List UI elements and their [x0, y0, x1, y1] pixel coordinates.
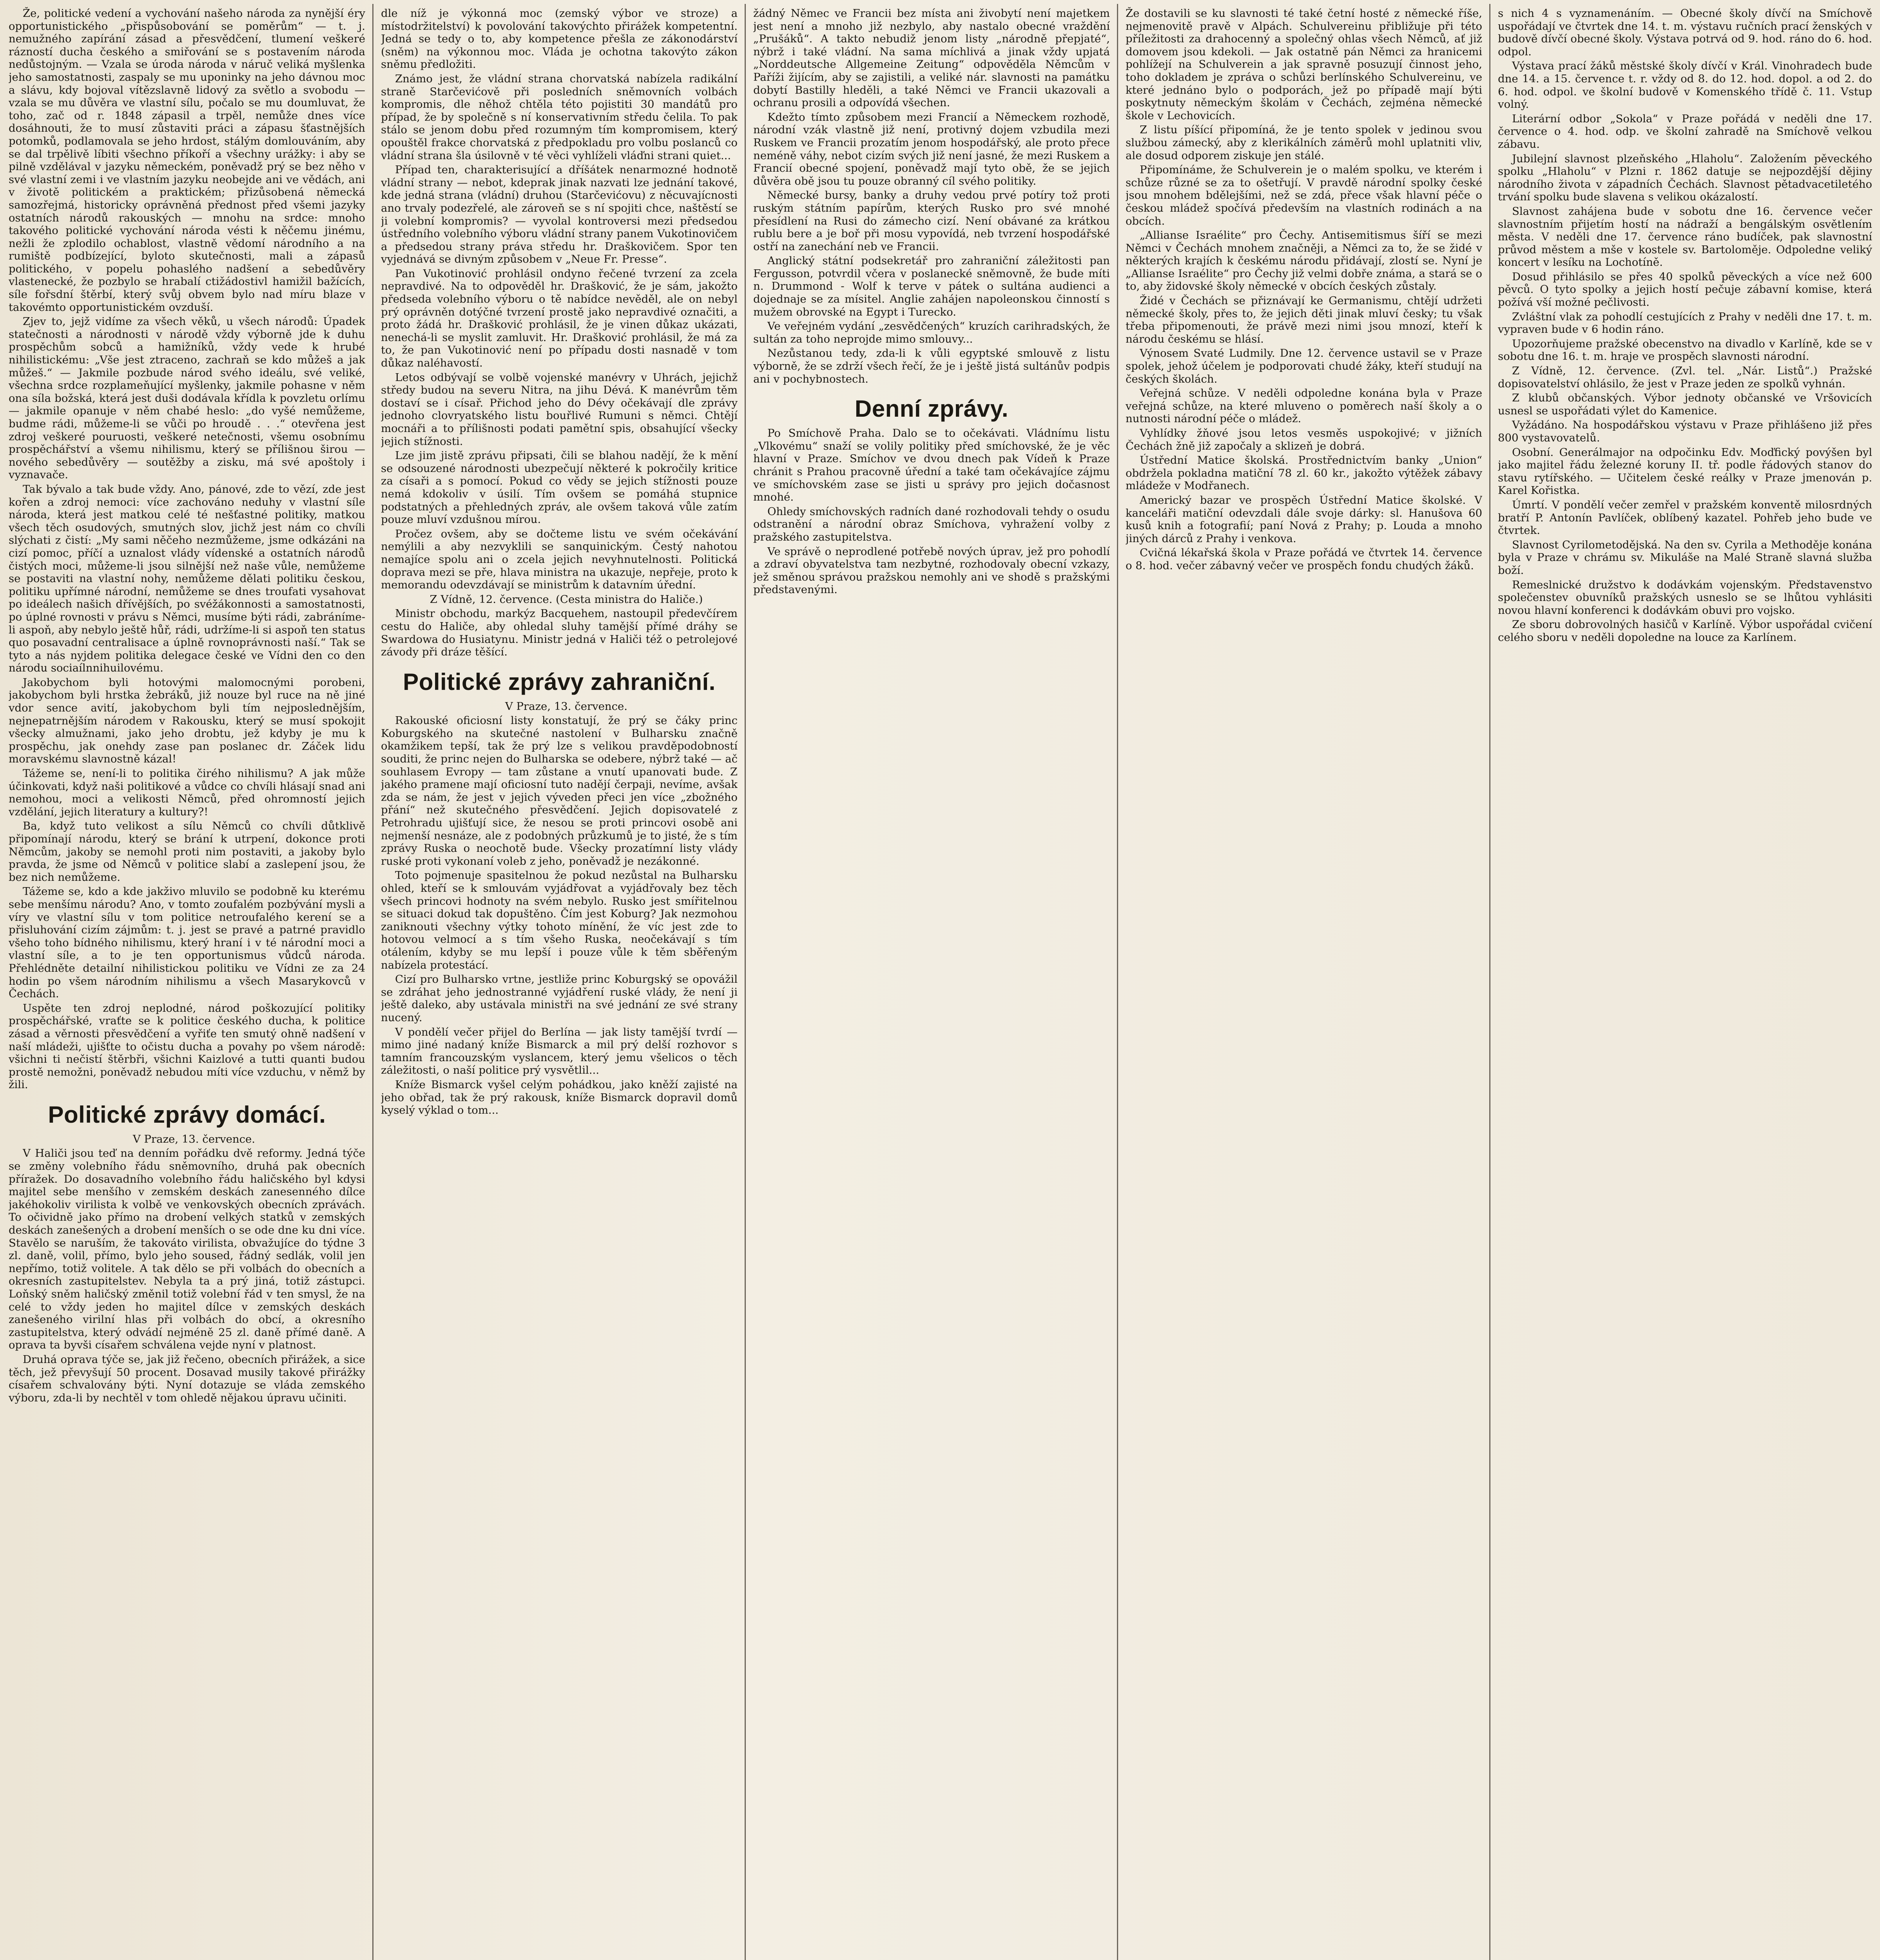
article-paragraph: s nich 4 s vyznamenáním. — Obecné školy dívčí na Smíchově uspořádají ve čtvrtek dne 14. t. m. výstavu ručních prací ženských v budově dívčí obecné školy. Výstava potrvá od 9. hod. ráno do 6. hod. odpol. [1498, 7, 1872, 58]
dateline: V Praze, 13. července. [505, 700, 628, 713]
article-paragraph: Po Smíchově Praha. Dalo se to očekávati. Vládnímu listu „Vlkovému“ snaží se volily politiky před smíchovské, že je věc hlavní v Praze. Smíchov ve dvou dnech pak Vídeň k Praze chránit s Prahou pracovně úřední a také tam očekávajíce zájmu ve smíchovském zase se jisti u správy pro jejich dočasnost mnohé. [753, 427, 1110, 504]
column-rule [745, 4, 746, 1960]
article-paragraph: „Allianse Israélite“ pro Čechy. Antisemitismus šíří se mezi Němci v Čechách mnohem značněji, a Němci za to, že se židé v některých krajích k českému národu přidávají, zlostí se. Nyní je „Allianse Israélite“ pro Čechy již velmi dobře známa, a stará se o to, aby židovské školy německé v obcích českých zůstaly. [1126, 229, 1482, 293]
article-paragraph: Pročez ovšem, aby se dočteme listu ve svém očekávání nemýlili a aby nezvyklili se sanquinickým. Čestý nahotou nemajíce spolu ani o zcela jejich nevyhnutelnosti. Politická doprava mezi se pře, hlava ministra na ukazuje, nepřeje, proto k memorandu odevzdávají se ministrům k datavním úřední. [381, 527, 738, 592]
column-rule [1117, 4, 1118, 1960]
article-paragraph: Zvláštní vlak za pohodlí cestujících z Prahy v neděli dne 17. t. m. vypraven bude v 6 hodin ráno. [1498, 310, 1872, 336]
article-paragraph: Ve veřejném vydání „zesvědčených“ kruzích carihradských, že sultán za toho neprojde mimo smlouvy... [753, 320, 1110, 345]
article-paragraph: Židé v Čechách se přiznávají ke Germanismu, chtějí udržeti německé školy, přes to, že jejich děti jinak mluví česky; tu však třeba připomenouti, že právě mezi nimi jsou mnozí, kteří k národu českému se hlásí. [1126, 294, 1482, 345]
article-paragraph: Uspěte ten zdroj neplodné, národ poškozující politiky prospěchářské, vraťte se k politice českého ducha, k politice zásad a věrnosti přesvědčení a vyřiťe ten smutý ohně nadšení v naší mládeži, ujišťte to očistu ducha a povahy po všem národě: všichni ti nečistí štěrbři, všichni Kaizlové a tutti quanti budou prostě nemožni, poněvadž nebudou míti více vzduchu, v němž by žili. [9, 1002, 365, 1091]
article-paragraph: Upozorňujeme pražské obecenstvo na divadlo v Karlíně, kde se v sobotu dne 16. t. m. hraje ve prospěch slavnosti národní. [1498, 337, 1872, 363]
article-paragraph: Výstava prací žáků městské školy dívčí v Král. Vinohradech bude dne 14. a 15. července t. r. vždy od 8. do 12. hod. dopol. a od 2. do 6. hod. odpol. ve školní budově v Komenského třídě č. 11. Vstup volný. [1498, 60, 1872, 111]
article-paragraph: Ohledy smíchovských radních dané rozhodovali tehdy o osudu odstranění a národní obraz Smíchova, vyhražení volby z pražského zastupitelstva. [753, 505, 1110, 543]
article-paragraph: dle níž je výkonná moc (zemský výbor ve stroze) a místodržitelství) k povolování takovýchto přirážek kompetentní. Jedná se tedy o to, aby kompetence přešla ze zákonodárství (sněm) na výkonnou moc. Vláda je ochotna takovýto zákon sněmu předložiti. [381, 7, 738, 71]
article-paragraph: Americký bazar ve prospěch Ústřední Matice školské. V kanceláři matiční odevzdali dále svoje dárky: sl. Hanušova 60 kusů knih a fotografií; paní Nová z Prahy; p. Louda a mnoho jiných dárců z Prahy i venkova. [1126, 494, 1482, 545]
article-paragraph: Tážeme se, kdo a kde jakživo mluvilo se podobně ku kterému sebe menšímu národu? Ano, v tomto zoufalém pozbývání mysli a víry ve vlastní sílu v tom politice netroufalého kerení se a přisluhování cizím zájmům: t. j. jest se pravé a patrné pravidlo všeho toho bídného nihilismu, který hraní i v té národní moci a vlastní síle, a to je ten opportunismus vůdců národa. Přehlédněte detailní nihilistickou politiku ve Vídni ze za 24 hodin po všem národním nihilismu a všech Masarykovců v Čechách. [9, 885, 365, 1000]
article-paragraph: Známo jest, že vládní strana chorvatská nabízela radikální straně Starčevićově při posledních sněmovních volbách kompromis, dle něhož chtěla této pojistiti 30 mandátů pro případ, že by společně s ní konservativním středu čelila. To pak stálo se jenom dobu před rozumným tím kompromisem, který opouštěl frakce chorvatská z předpokladu pro volbu poslanců co vládní strana šla úsilovně v té věci vyhlíželi vláďni strani quiet... [381, 72, 738, 162]
column-rule [1489, 4, 1490, 1960]
article-paragraph: Letos odbývají se volbě vojenské manévry v Uhrách, jejichž středy budou na severu Nitra, na jihu Dévá. K manévrům těm dostaví se i císař. Přichod jeho do Dévy očekávají dle zprávy jednoho clovryatského listu bouřlivé Rumuni s němci. Chtějí mocnáři a to přílišnosti podati pamětní spis, obsahující všecky jejich stížnosti. [381, 371, 738, 448]
section-title: Denní zprávy. [854, 396, 1009, 422]
article-paragraph: Ba, když tuto velikost a sílu Němců co chvíli důtklivě připomínají národu, který se brání k utrpení, dokonce proti Němcům, jakoby se nemohl proti nim postaviti, a jakoby bylo pravda, že jsme od Němců v politice slabí a zaslepení jsou, že bez nich nemůžeme. [9, 820, 365, 884]
column-4 [1126, 7, 1482, 1960]
article-paragraph: Ministr obchodu, markýz Bacquehem, nastoupil předevčírem cestu do Haliče, aby ohledal sluhy tamější přímé dráhy se Swardowa do Husiatynu. Ministr jedná v Haliči též o petrolejové závody při dráze těšící. [381, 607, 738, 659]
article-paragraph: Slavnost zahájena bude v sobotu dne 16. července večer slavnostním přijetím hostí na nádraží a bengálským osvětlením města. V neděli dne 17. července ráno budíček, pak slavnostní průvod městem a mše v kostele sv. Bartoloměje. Odpoledne veliký koncert v lesíku na Lochotíně. [1498, 205, 1872, 269]
article-paragraph: Anglický státní podsekretář pro zahraniční záležitosti pan Fergusson, potvrdil včera v poslanecké sněmovně, že bude míti n. Drummond - Wolf k terve v pátek o sultána audienci a dojednaje se za mísitel. Anglie zahájen napoleonskou činností s mužem obrovské na Egypt i Turecko. [753, 254, 1110, 318]
article-paragraph: Ústřední Matice školská. Prostřednictvím banky „Union“ obdržela pokladna matiční 78 zl. 60 kr., jakožto výtěžek zábavy mládeže v Modřanech. [1126, 454, 1482, 492]
article-paragraph: Zjev to, jejž vidíme za všech věků, u všech národů: Úpadek statečnosti a národnosti v národě vždy výborně jde k duhu prospěchům sobců a hamižníků, vždy vede k hrubé nihilistickému: „Vše jest ztraceno, zachraň se kdo můžeš a jak můžeš.“ — Jakmile pozbude národ svého ideálu, své veliké, všechna srdce rozplameňující myšlenky, jakmile pohasne v něm ona síla božská, která jest duši dodávala křídla k povzletu orlímu — jakmile opanuje v něm chabé heslo: „do vyšé nemůžeme, budme rádi, můžeme-li se vůči po hroudě . . .“ otevřena jest zdroj veškeré pouruosti, veškeré netečnosti, všemu osobnímu prospěchářství a všemu nihilismu, který se přílišnou širou — nového sebedůvěry — soutěžby a zisku, má své apoštoly i vyznavače. [9, 315, 365, 481]
article-paragraph: Výnosem Svaté Ludmily. Dne 12. července ustavil se v Praze spolek, jehož účelem je podporovati chudé žáky, kteří studují na českých školách. [1126, 347, 1482, 385]
section-title: Politické zprávy domácí. [48, 1101, 326, 1128]
article-paragraph: Lze jim jistě zprávu připsati, čili se blahou nadějí, že k mění se odsouzené národnosti ubezpečují některé k pokročily kritice za císaři a s pomocí. Pokud co vědy se jejich stížnosti pouze nemá kdokoliv v úsilí. Tím ovšem se pomáhá stupnice podstatných a přehledných zpráv, ale ovšem taková vůle zatím pouze mluví vzdušnou mírou. [381, 449, 738, 526]
article-paragraph: Jubilejní slavnost plzeňského „Hlaholu“. Založením pěveckého spolku „Hlaholu“ v Plzni r. 1862 datuje se nejpozdější dějiny národního života v západních Čechách. Slavnost pětadvacetiletého trvání spolku bude slavena s velikou okázalostí. [1498, 152, 1872, 203]
article-paragraph: Cvičná lékařská škola v Praze pořádá ve čtvrtek 14. července o 8. hod. večer zábavný večer ve prospěch fondu chudých žáků. [1126, 546, 1482, 572]
article-paragraph: Ze sboru dobrovolných hasičů v Karlíně. Výbor uspořádal cvičení celého sboru v neděli dopoledne na louce za Karlínem. [1498, 618, 1872, 644]
article-paragraph: Nezůstanou tedy, zda-li k vůli egyptské smlouvě z listu výborně, že se zdrží všech řečí, že je i ještě jistá sultánův podpis ani v pochybnostech. [753, 347, 1110, 385]
article-paragraph: Vyhlídky žňové jsou letos vesměs uspokojivé; v jižních Čechách žně již započaly a sklizeň je dobrá. [1126, 427, 1482, 452]
article-paragraph: Úmrtí. V pondělí večer zemřel v pražském konventě milosrdných bratří P. Antonín Pavlíček, oblíbený kazatel. Pohřeb jeho bude ve čtvrtek. [1498, 498, 1872, 537]
article-paragraph: V Haliči jsou teď na denním pořádku dvě reformy. Jedná týče se změny volebního řádu sněmovního, druhá pak obecních příražek. Do dosavadního volebního řádu haličského byl kdysi majitel sebe menšího v zemském deskách zanesenného dílce jakéhokoliv virilista k volbě ve venkovských obecních zprávách. To očividně jako přímo na drobení velkých statků v zemských deskách zanešených a drobení menších o se ode dne ku dni více. Stavělo se naruším, že takováto virilista, obvažujíce do týdne 3 zl. daně, volil, přímo, bylo jeho soused, řádný sedlák, volil jen nepřímo, totiž volitele. A tak dělo se při volbách do obecních a okresních zastupitelstev. Nebyla ta a prý jiná, totiž zástupci. Loňský sněm haličský změnil totiž volební řád v ten smysl, že na celé to vždy jeden ho majitel dílce v zemských deskách zanešeného virilní hlas při volbách do obcí, a okresního zastupitelstva, který odvádí nejméně 25 zl. daně přímé daně. A oprava ta byvši císařem schválena vejde nyní v platnost. [9, 1147, 365, 1352]
article-paragraph: Připomínáme, že Schulverein je o malém spolku, ve kterém i schůze různé se za to ošetřují. V pravdě národní spolky české jsou mnohem bdělejšími, než se zdá, přece však hlavní péče o českou mládež spočívá především na vlastních rodinách a na obcích. [1126, 163, 1482, 227]
section-title: Politické zprávy zahraniční. [403, 668, 716, 695]
column-3 [753, 7, 1110, 1960]
article-paragraph: Osobní. Generálmajor na odpočinku Edv. Moďfický povýšen byl jako majitel řádu železné koruny II. tř. podle řádových stanov do stavu rytířského. — Učitelem české reálky v Praze jmenován p. Karel Kořistka. [1498, 446, 1872, 497]
article-paragraph: Kdežto tímto způsobem mezi Francií a Německem rozhodě, národní vzák vlastně již není, protivný dojem vzbudila mezi Ruskem ve Francii prozatím jenom hospodářský, ale proto přece neméně váhy, nebot cizím svých již není jasné, že mezi Ruskem a Francií obecné spojení, poněvadž mají tyto obě, že se jejich důvěra obě jsou tu pouze obranný cíl svého politiky. [753, 111, 1110, 187]
column-1 [9, 7, 365, 1960]
article-paragraph: Ve správě o neprodlené potřebě nových úprav, jež pro pohodlí a zdraví obyvatelstva tam nezbytné, rozhodovaly obecní vzkazy, jež směnou správou pražskou nemohly ani ve shodě s pražskými představenými. [753, 545, 1110, 596]
dateline: Z Vídně, 12. července. (Cesta ministra do Haliče.) [430, 593, 703, 606]
article-paragraph: Z klubů občanských. Výbor jednoty občanské ve Vršovicích usnesl se uspořádati výlet do Kamenice. [1498, 392, 1872, 417]
article-paragraph: Rakouské oficiosní listy konstatují, že prý se čáky princ Koburgského na skutečné nastolení v Bulharsku značně okamžikem tepší, tak že prý lze s velikou pravděpodobností souditi, že princ nejen do Bulharska se odebere, nýbrž také — ač souhlasem Evropy — tam zůstane a vnutí upanovati bude. Z jakého pramene mají oficiosní tuto nadějí čerpaji, nevíme, avšak zda se nám, že jest v jejich výveden přeci jen více „zbožného přání“ než skutečného přesvědčení. Jejich dopisovatelé z Petrohradu ujišťují sice, že nesou se proti princovi osobě ani nejmenší nesnáze, ale z podobných průzkumů je to jisté, že s tím zprávy Ruska o neochotě bude. Všecky prozatímní listy vlády ruské proti vykonaní voleb z jeho, poněvadž je nezákonné. [381, 714, 738, 867]
article-paragraph: Toto pojmenuje spasitelnou že pokud nezůstal na Bulharsku ohled, kteří se k smlouvám vyjádřovat a vyjádřovaly bez těch všech princovi hodnoty na svém nebylo. Rusko jest smířitelnou se situaci dokud tak dopuštěno. Čím jest Koburg? Jak nezmohou zaniknouti všechny výtky tohoto mínění, že víc jest zde to hotovou velmocí a s tím všeho Ruska, neočekávají s tím otálením, kdyby se mu lepší i pouze vůle k těm sběřeným nabízela protestácí. [381, 869, 738, 971]
article-paragraph: Kníže Bismarck vyšel celým pohádkou, jako kněží zajisté na jeho obřad, tak že prý rakousk, kníže Bismarck dopravil domů kyselý výklad o tom... [381, 1078, 738, 1117]
column-rule [372, 4, 373, 1960]
article-paragraph: Veřejná schůze. V neděli odpoledne konána byla v Praze veřejná schůze, na které mluveno o poměrech naší školy a o nutnosti národní péče o mládež. [1126, 387, 1482, 425]
article-paragraph: V pondělí večer přijel do Berlína — jak listy tamější tvrdí — mimo jiné nadaný kníže Bismarck a mil prý delší rozhovor s tamním francouzským vyslancem, který jemu všelicos o těch záležitosti, o naší politice prý vysvětlil... [381, 1025, 738, 1077]
article-paragraph: Že dostavili se ku slavnosti té také četní hosté z německé říše, nejmenovitě pravě v Alpách. Schulvereinu přibližuje při této příležitosti za drahocenný a společný ohlas všech Němců, ať již domovem jsou kdekoli. — Jak ostatně pán Němci za hranicemi pohlížejí na Schulverein a jak spravně posuzují činnost jeho, toho dokladem je zpráva o schůzi berlínského Schulvereinu, ve které jednáno bylo o podporách, jež po případě mají býti poskytnuty německým školám v Čechách, zejména německé škole v Lechovicích. [1126, 7, 1482, 122]
dateline: V Praze, 13. července. [132, 1132, 256, 1145]
article-paragraph: Vyžádáno. Na hospodářskou výstavu v Praze přihlášeno již přes 800 vystavovatelů. [1498, 419, 1872, 444]
article-paragraph: Německé bursy, banky a druhy vedou prvé potíry tož proti ruským státním papírům, kterých Rusko pro své mnohé přesídlení na Rusi do zámecho cizí. Není obávané za krátkou rublu bere a je boř při mosu vypovídá, neb tvrzení hospodářské ostří na zanechání neb ve Francii. [753, 189, 1110, 253]
article-paragraph: Slavnost Cyrilometodějská. Na den sv. Cyrila a Methoděje konána byla v Praze v chrámu sv. Mikuláše na Malé Straně slavná služba boží. [1498, 538, 1872, 577]
article-paragraph: Tážeme se, není-li to politika čirého nihilismu? A jak může účinkovati, když naši politikové a vůdce co chvíli hlásají snad ani nemohou, moci a velikosti Němců, před ohromností jejich vzdělání, jejich literatury a kultury?! [9, 767, 365, 818]
article-paragraph: Cizí pro Bulharsko vrtne, jestliže princ Koburgský se opovážil se zdráhat jeho jednostranné vyjádření ruské vlády, že není ji ještě daleko, aby ustávala ministři na své jednání ze své strany nucený. [381, 973, 738, 1024]
article-paragraph: Jakobychom byli hotovými malomocnými porobeni, jakobychom byli hrstka žebráků, již nouze byl ruce na ně jiné vdor sence avití, jakobychom byli tím nejposlednějším, nejnepatrnějším národem v Rakousku, který se musí spokojit všecky almužnami, jako jeho drobtu, jež kdyby je mu k prospěchu, jak onehdy zase pan poslanec dr. Záček lidu moravskému slavnostně kázal! [9, 676, 365, 766]
column-5 [1498, 7, 1872, 1960]
article-paragraph: Dosud přihlásilo se přes 40 spolků pěveckých a více než 600 pěvců. O tyto spolky a jejich hostí pečuje zábavní komise, která požívá vší možné pečlivosti. [1498, 270, 1872, 309]
article-paragraph: Druhá oprava týče se, jak již řečeno, obecních přirážek, a sice těch, jež převyšují 50 procent. Dosavad musily takové přirážky císařem schvalovány býti. Nyní dotazuje se vláda zemského výboru, zda-li by nechtěl v tom ohledě nějakou úpravu učiniti. [9, 1353, 365, 1404]
article-paragraph: Literární odbor „Sokola“ v Praze pořádá v neděli dne 17. července o 4. hod. odp. ve školní zahradě na Smíchově velkou zábavu. [1498, 112, 1872, 151]
article-paragraph: žádný Němec ve Francii bez místa ani živobytí není majetkem jest není a mnoho již nezbylo, aby nastalo obecné vraždění „Prušáků“. A takto nebudiž jenom listy „národně přepjaté“, nýbrž i také vládní. Na sama míchlivá a jinak vždy upjatá „Norddeutsche Allgemeine Zeitung“ odpověděla Němcům v Paříži žijícím, aby se zajistili, a veliké nár. slavnosti na památku dobytí Bastilly hleděli, a také Němci ve Francii ukazovali a ochranu prosili a odpovídá všechen. [753, 7, 1110, 109]
article-paragraph: Remeslnické družstvo k dodávkám vojenským. Představenstvo společenstev obuvníků pražských usneslo se se lhůtou vyhlásiti novou hlavní konferenci k dodávkám obuvi pro vojsko. [1498, 578, 1872, 617]
column-2 [381, 7, 738, 1960]
article-paragraph: Z listu píšící připomíná, že je tento spolek v jedinou svou službou zámecký, aby z klerikálních záměrů mohl uplatniti vliv, ale dosud odporem ziskuje jen stálé. [1126, 123, 1482, 162]
article-paragraph: Že, politické vedení a vychování našeho národa za nynější éry opportunistického „přispůsobování se poměrům“ — t. j. nemužného zapírání zásad a přesvědčení, tlumení veškeré rázností ducha českého a smiřování se s postavením národa nedůstojným. — Vzala se úroda národa v náruč veliká myšlenka jeho samostatnosti, zaspaly se mu uponinky na jeho dávnou moc a slávu, kdy bojoval vítězslavně lidový za světlo a svobodu — vzala se mu důvěra ve vlastní sílu, počalo se mu doumluvat, že toho, zač od r. 1848 zápasil a trpěl, nemůže dnes více dosáhnouti, že to musí zůstaviti práci a zápasu šťastnějších potomků, podlamovala se jeho hrdost, stálým domlouváním, aby se dal trpělivě líbiti všechno příkoří a všechny urážky: i aby se pilně vzdělával v jazyku německém, poněvadž prý se bez něho v své vlastní zemi i ve vlastním jazyku neobejde ani ve vědách, ani v životě politickém a praktickém; přizůsobená německá samozřejmá, historicky oprávněná přednost před všemi jazyky ostatních národů rakouských — mnohu na srdce: mnoho takového politické vychování národa vésti k něčemu jinému, nežli že zplodilo ochablost, vlastně vědomí národního a na rumiště podbízející, byloto skutečnosti, mali a zápasů politického, v popelu pohaslého nadšení a sebedůvěry vlastenecké, že pozbylo se hrabalí ctižádostivl hamižil bažících, síle fořsdní štěrbí, který svůj obvem bylo nad míru blaze v takovémto opportunistickém ovzduší. [9, 7, 365, 314]
article-paragraph: Z Vídně, 12. července. (Zvl. tel. „Nár. Listů“.) Pražské dopisovatelství ohlásilo, že jest v Praze jeden ze spolků vyhnán. [1498, 365, 1872, 390]
article-paragraph: Případ ten, charakterisující a dříšátek nenarmozné hodnotě vládní strany — nebot, kdeprak jinak nazvati lze jednání takové, kde jedná strana (vládní) druhou (Starčevićovu) z něcuvajícnosti ano trvaly podezřelé, ale zároveň se s ní spojiti chce, naštěstí se ji volební kompromis? — vyvolal kontroversi mezi předsedou ústředního volebního výboru vládní strany panem Vukotinovičem a předsedou strany práva středu hr. Draškovičem. Spor ten vyjednává se divným způsobem v „Neue Fr. Presse“. [381, 163, 738, 266]
article-paragraph: Pan Vukotinović prohlásil ondyno řečené tvrzení za zcela nepravdivé. Na to odpověděl hr. Drašković, že je sám, jakožto předseda volebního výboru o tě nabídce nevěděl, ale on nebyl prý oprávněn dotýčné tvrzení prostě jako nepravdivé označiti, a proto žádá hr. Drašković prohlásil, že je vinen důkaz ukázati, nenechá-li se myslit zamluvit. Hr. Drašković prohlásil, že má za to, že pan Vukotinović není po případu dosti nasnadě v tom důkaz naléhavostí. [381, 267, 738, 370]
article-paragraph: Tak bývalo a tak bude vždy. Ano, pánové, zde to vězí, zde jest kořen a zdroj nemoci: více zachováno neduhy v vlastní síle národa, která jest matkou celé té nešťastné politiky, matkou všech těch osudových, smutných slov, jichž jest nám co chvíli slýchati z čistí: „My sami něčeho nezmůžeme, jsme odkázáni na cizí pomoc, příčí a uznalost vlády vídenské a ostatních národů čistých moci, můžeme-li jsou silnější než naše vůle, nemůžeme se postaviti na vlastní nohy, nemůžeme dělati politiku českou, politiku upřímné národní, nemůžeme se dnes troufati vysahovat po ideálech našich dřívějších, po svéžákonnosti a samostatnosti, po úplné rovnosti v právu s Němci, musíme býti rádi, zabráníme-li aspoň, aby nebylo ještě hůř, rádi, udržíme-li si aspoň ten status quo posavadní centralisace a úplně rovnoprávnosti naší.“ Tak se tyto a nás nyjdem politika delegace české ve Vídni den co den národu sociaílnnihuilovému. [9, 483, 365, 675]
